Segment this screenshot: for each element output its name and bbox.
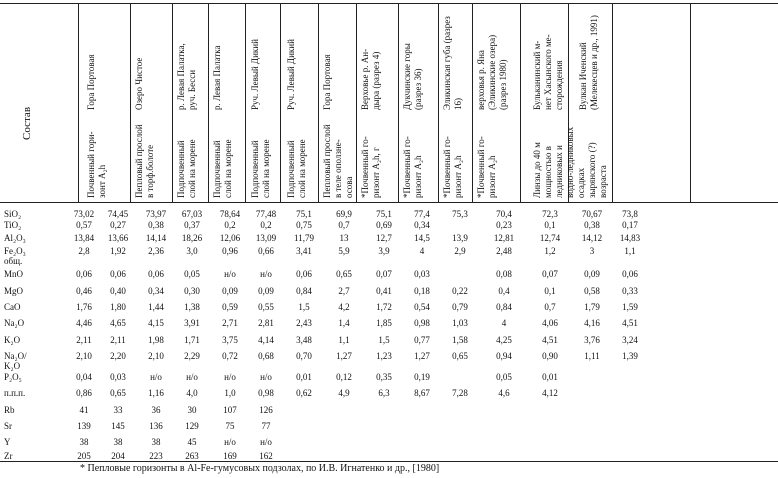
column-type-7: *Почвенный го- ризонт A₂h, г	[360, 136, 381, 198]
table-cell: 0,86	[76, 388, 92, 398]
header-column-divider	[356, 3, 357, 202]
table-cell: 0,65	[452, 351, 468, 361]
row-label: Fe₂O₃ общ.	[4, 246, 26, 266]
table-cell: 0,4	[498, 286, 510, 296]
table-cell: 2,11	[110, 335, 126, 345]
column-type-9: *Почвенный го- ризонт A₂h	[442, 136, 463, 198]
column-location-10: верховья р. Яна (Эликинские озера) (разрез 1980)	[476, 34, 508, 110]
table-cell: 2,20	[110, 351, 126, 361]
column-location-8: Дукчинские горы (разрез 36)	[402, 43, 423, 110]
row-label: Na₂O/ K₂O	[4, 351, 27, 371]
row-label: P₂O₅	[4, 372, 22, 382]
table-cell: 5,9	[338, 246, 350, 256]
table-cell: 1,4	[338, 318, 350, 328]
table-cell: 1,59	[622, 302, 638, 312]
table-cell: 45	[187, 437, 197, 447]
table-cell: 2,7	[338, 286, 350, 296]
table-cell: 12,81	[493, 233, 515, 243]
header-column-divider	[172, 3, 173, 202]
table-cell: 73,8	[622, 209, 638, 219]
table-cell: 0,03	[414, 269, 430, 279]
table-cell: 75,1	[376, 209, 392, 219]
table-cell: 0,07	[542, 269, 558, 279]
table-cell: 0,90	[542, 351, 558, 361]
column-location-1: Озеро Чистое	[134, 57, 144, 110]
table-cell: 4	[501, 318, 507, 328]
table-cell: 126	[259, 405, 273, 415]
column-location-4: Руч. Левый Дикий	[250, 39, 260, 110]
table-cell: 73,97	[145, 209, 167, 219]
column-type-2: Подпочвенный слой на морене	[176, 139, 197, 198]
table-cell: 6,3	[378, 388, 390, 398]
row-label: MnO	[4, 269, 24, 279]
table-cell: н/о	[260, 269, 272, 279]
table-bottom-rule	[0, 461, 778, 462]
table-cell: 72,3	[542, 209, 558, 219]
row-label: MgO	[4, 286, 24, 296]
table-cell: 3,75	[222, 335, 238, 345]
table-cell: 13,09	[255, 233, 277, 243]
table-cell: 0,17	[622, 220, 638, 230]
table-cell: 78,64	[219, 209, 241, 219]
table-cell: 204	[111, 451, 125, 461]
table-cell: 0,70	[296, 351, 312, 361]
table-cell: 0,33	[622, 286, 638, 296]
table-cell: 0,75	[296, 220, 312, 230]
table-cell: 0,09	[584, 269, 600, 279]
table-cell: 33	[113, 405, 123, 415]
table-cell: н/о	[224, 269, 236, 279]
table-cell: 13,9	[452, 233, 468, 243]
table-cell: 1,23	[376, 351, 392, 361]
table-cell: 3,24	[622, 335, 638, 345]
header-column-divider	[472, 3, 473, 202]
table-cell: н/о	[260, 372, 272, 382]
table-cell: 1,03	[452, 318, 468, 328]
table-cell: 0,19	[414, 372, 430, 382]
table-cell: 13	[339, 233, 349, 243]
table-cell: 139	[77, 421, 91, 431]
table-cell: 1,27	[414, 351, 430, 361]
table-cell: 4,46	[76, 318, 92, 328]
table-cell: 0,34	[148, 286, 164, 296]
table-cell: 77,48	[255, 209, 277, 219]
table-cell: 0,46	[76, 286, 92, 296]
table-cell: 0,09	[222, 286, 238, 296]
table-cell: 1,5	[298, 302, 310, 312]
table-cell: 4,12	[542, 388, 558, 398]
column-location-7: Верховье р. Ан- дыра (разрез 4)	[360, 48, 381, 110]
table-cell: 2,9	[454, 246, 466, 256]
table-cell: 0,38	[148, 220, 164, 230]
table-cell: 0,27	[110, 220, 126, 230]
table-cell: 1,71	[184, 335, 200, 345]
table-cell: 41	[79, 405, 89, 415]
table-cell: 0,04	[76, 372, 92, 382]
table-cell: 0,84	[496, 302, 512, 312]
table-cell: 69,9	[336, 209, 352, 219]
table-cell: 0,38	[584, 220, 600, 230]
table-cell: 11,79	[294, 233, 314, 243]
table-cell: 0,1	[544, 286, 556, 296]
table-cell: 0,06	[110, 269, 126, 279]
table-cell: н/о	[260, 437, 272, 447]
table-cell: 38	[79, 437, 89, 447]
row-label: п.п.п.	[4, 388, 26, 398]
table-cell: 1,92	[110, 246, 126, 256]
table-cell: 3,9	[378, 246, 390, 256]
table-cell: 0,77	[414, 335, 430, 345]
table-cell: 12,74	[539, 233, 561, 243]
table-cell: 30	[187, 405, 197, 415]
table-cell: 2,29	[184, 351, 200, 361]
table-cell: 4,16	[584, 318, 600, 328]
table-cell: 3,48	[296, 335, 312, 345]
table-cell: 0,72	[222, 351, 238, 361]
table-cell: 0,7	[544, 302, 556, 312]
row-label: Y	[4, 437, 11, 447]
column-type-10: *Почвенный го- ризонт A₂h	[476, 136, 497, 198]
table-cell: 4,06	[542, 318, 558, 328]
table-cell: 12,7	[376, 233, 392, 243]
table-cell: 75,3	[452, 209, 468, 219]
table-cell: 1,38	[184, 302, 200, 312]
table-cell: 0,05	[496, 372, 512, 382]
table-cell: 1,58	[452, 335, 468, 345]
table-cell: 1,98	[148, 335, 164, 345]
column-type-5: Подпочвенный слой на морене	[286, 139, 307, 198]
table-cell: 0,2	[224, 220, 236, 230]
table-cell: 2,81	[258, 318, 274, 328]
row-label: Al₂O₃	[4, 233, 26, 243]
header-column-divider	[318, 3, 319, 202]
header-column-divider	[130, 3, 131, 202]
table-cell: 1,76	[76, 302, 92, 312]
table-cell: 0,65	[110, 388, 126, 398]
table-cell: 1,72	[376, 302, 392, 312]
table-cell: 0,06	[296, 269, 312, 279]
column-location-2: р. Левая Палатка, руч. Бесси	[176, 43, 197, 110]
column-type-11: Линзы до 40 м мощностью в ледниковых и водно-ледниковых осадках зырянского (?) возраста	[532, 126, 608, 198]
table-cell: 3,41	[296, 246, 312, 256]
table-cell: 14,12	[581, 233, 603, 243]
table-top-rule	[0, 3, 778, 4]
table-cell: 4,2	[338, 302, 350, 312]
header-column-divider	[245, 3, 246, 202]
table-cell: 1,16	[148, 388, 164, 398]
table-cell: н/о	[224, 372, 236, 382]
table-cell: 1,1	[624, 246, 636, 256]
row-label: SiO₂	[4, 209, 22, 219]
row-label: CaO	[4, 302, 21, 312]
table-cell: 77,4	[414, 209, 430, 219]
row-label: Zr	[4, 451, 13, 461]
table-cell: 7,28	[452, 388, 468, 398]
table-cell: 1,27	[336, 351, 352, 361]
table-cell: 162	[259, 451, 273, 461]
table-cell: 4,51	[622, 318, 638, 328]
table-cell: 1,44	[148, 302, 164, 312]
table-cell: 0,40	[110, 286, 126, 296]
table-cell: 0,07	[376, 269, 392, 279]
table-cell: 0,58	[584, 286, 600, 296]
stub-header: Состав	[21, 106, 33, 140]
table-cell: 3	[589, 246, 595, 256]
table-cell: н/о	[150, 372, 162, 382]
row-label: K₂O	[4, 335, 21, 345]
table-cell: 0,62	[296, 388, 312, 398]
table-cell: 4,6	[498, 388, 510, 398]
row-label: Sr	[4, 421, 13, 431]
header-column-divider	[78, 3, 79, 202]
table-cell: 0,7	[338, 220, 350, 230]
table-cell: 2,10	[76, 351, 92, 361]
table-cell: 0,35	[376, 372, 392, 382]
table-cell: 0,54	[414, 302, 430, 312]
table-cell: 0,98	[258, 388, 274, 398]
column-location-0: Гора Портовая	[86, 54, 96, 110]
table-cell: 263	[185, 451, 199, 461]
column-type-6: Пепловый прослой в теле оползне- осова	[322, 124, 354, 198]
table-cell: 14,14	[145, 233, 167, 243]
table-cell: 107	[223, 405, 237, 415]
table-cell: 74,45	[107, 209, 129, 219]
header-column-divider	[612, 3, 613, 202]
table-cell: 1,1	[338, 335, 350, 345]
table-cell: 2,10	[148, 351, 164, 361]
table-cell: 4,15	[148, 318, 164, 328]
table-cell: 0,66	[258, 246, 274, 256]
table-cell: 0,59	[222, 302, 238, 312]
table-cell: 0,06	[622, 269, 638, 279]
column-location-9: Эликинская губа (разрез 16)	[442, 16, 463, 110]
column-type-0: Почвенный гори- зонт A₂h	[86, 131, 107, 198]
row-label: Rb	[4, 405, 15, 415]
table-cell: 67,03	[181, 209, 203, 219]
table-cell: 0,37	[184, 220, 200, 230]
table-cell: 70,4	[496, 209, 512, 219]
table-cell: 4,65	[110, 318, 126, 328]
table-cell: 0,41	[376, 286, 392, 296]
row-label: Na₂O	[4, 318, 25, 328]
table-cell: 0,34	[414, 220, 430, 230]
table-cell: 0,06	[76, 269, 92, 279]
table-cell: 0,09	[258, 286, 274, 296]
table-cell: 0,08	[496, 269, 512, 279]
table-cell: 0,01	[296, 372, 312, 382]
table-cell: 169	[223, 451, 237, 461]
table-cell: н/о	[186, 372, 198, 382]
column-location-3: р. Левая Палатка	[212, 45, 222, 110]
column-type-3: Подпочвенный слой на морене	[212, 139, 233, 198]
table-cell: 77	[261, 421, 271, 431]
table-cell: 0,57	[76, 220, 92, 230]
table-cell: 0,12	[336, 372, 352, 382]
table-cell: 1,85	[376, 318, 392, 328]
table-cell: 12,06	[219, 233, 241, 243]
table-cell: 4	[419, 246, 425, 256]
table-cell: 2,48	[496, 246, 512, 256]
header-column-divider	[690, 3, 691, 202]
table-cell: 0,79	[452, 302, 468, 312]
table-cell: 2,71	[222, 318, 238, 328]
table-cell: 36	[151, 405, 161, 415]
table-cell: 0,2	[260, 220, 272, 230]
table-cell: 2,43	[296, 318, 312, 328]
table-cell: 1,80	[110, 302, 126, 312]
column-type-1: Пепловый прослой в торф.болоте	[134, 124, 155, 198]
header-column-divider	[438, 3, 439, 202]
table-cell: 18,26	[181, 233, 203, 243]
table-cell: 3,76	[584, 335, 600, 345]
table-cell: 3,0	[186, 246, 198, 256]
footnote: * Пепловые горизонты в Al-Fe-гумусовых подзолах, по И.В. Игнатенко и др., [1980]	[80, 463, 440, 474]
table-cell: 1,11	[584, 351, 600, 361]
table-cell: 223	[149, 451, 163, 461]
table-cell: 38	[151, 437, 161, 447]
table-cell: 8,67	[414, 388, 430, 398]
column-location-12: Вулкан Иченский (Мелекесцев и др., 1991)	[578, 15, 599, 110]
table-cell: 0,01	[542, 372, 558, 382]
table-cell: 0,18	[414, 286, 430, 296]
table-cell: 0,96	[222, 246, 238, 256]
table-cell: 1,2	[544, 246, 556, 256]
header-column-divider	[520, 3, 521, 202]
table-cell: 70,67	[581, 209, 603, 219]
table-cell: 2,8	[78, 246, 90, 256]
table-cell: 136	[149, 421, 163, 431]
table-cell: 0,84	[296, 286, 312, 296]
table-cell: н/о	[224, 437, 236, 447]
header-column-divider	[208, 3, 209, 202]
table-cell: 0,05	[184, 269, 200, 279]
column-location-6: Гора Портовая	[322, 54, 332, 110]
table-cell: 0,30	[184, 286, 200, 296]
table-cell: 2,11	[76, 335, 92, 345]
column-location-5: Руч. Левый Дикий	[286, 39, 296, 110]
table-cell: 0,94	[496, 351, 512, 361]
table-cell: 75,1	[296, 209, 312, 219]
column-type-4: Подпочвенный слой на морене	[250, 139, 271, 198]
table-cell: 3,91	[184, 318, 200, 328]
column-location-11: Бульканинский м- нет Хасынского ме- сторождения	[532, 34, 564, 110]
table-cell: 4,51	[542, 335, 558, 345]
table-cell: 14,83	[619, 233, 641, 243]
table-cell: 205	[77, 451, 91, 461]
table-cell: 0,69	[376, 220, 392, 230]
table-cell: 1,79	[584, 302, 600, 312]
table-cell: 75	[225, 421, 235, 431]
table-cell: 0,1	[544, 220, 556, 230]
table-cell: 0,68	[258, 351, 274, 361]
row-label: TiO₂	[4, 220, 22, 230]
table-cell: 4,14	[258, 335, 274, 345]
table-cell: 0,03	[110, 372, 126, 382]
table-cell: 4,9	[338, 388, 350, 398]
table-cell: 145	[111, 421, 125, 431]
table-cell: 4,25	[496, 335, 512, 345]
header-column-divider	[398, 3, 399, 202]
table-cell: 1,5	[378, 335, 390, 345]
table-cell: 0,06	[148, 269, 164, 279]
table-cell: 2,36	[148, 246, 164, 256]
header-column-divider	[280, 3, 281, 202]
column-type-8: *Почвенный го- ризонт A₂h	[402, 136, 423, 198]
table-cell: 1,0	[224, 388, 236, 398]
table-cell: 14,5	[414, 233, 430, 243]
table-cell: 38	[113, 437, 123, 447]
header-rule	[0, 202, 778, 203]
table-cell: 0,55	[258, 302, 274, 312]
table-cell: 0,23	[496, 220, 512, 230]
table-cell: 13,84	[73, 233, 95, 243]
table-cell: 0,98	[414, 318, 430, 328]
table-cell: 129	[185, 421, 199, 431]
table-cell: 0,22	[452, 286, 468, 296]
table-cell: 4,0	[186, 388, 198, 398]
table-cell: 73,02	[73, 209, 95, 219]
table-cell: 13,66	[107, 233, 129, 243]
table-cell: 1,39	[622, 351, 638, 361]
table-cell: 0,65	[336, 269, 352, 279]
